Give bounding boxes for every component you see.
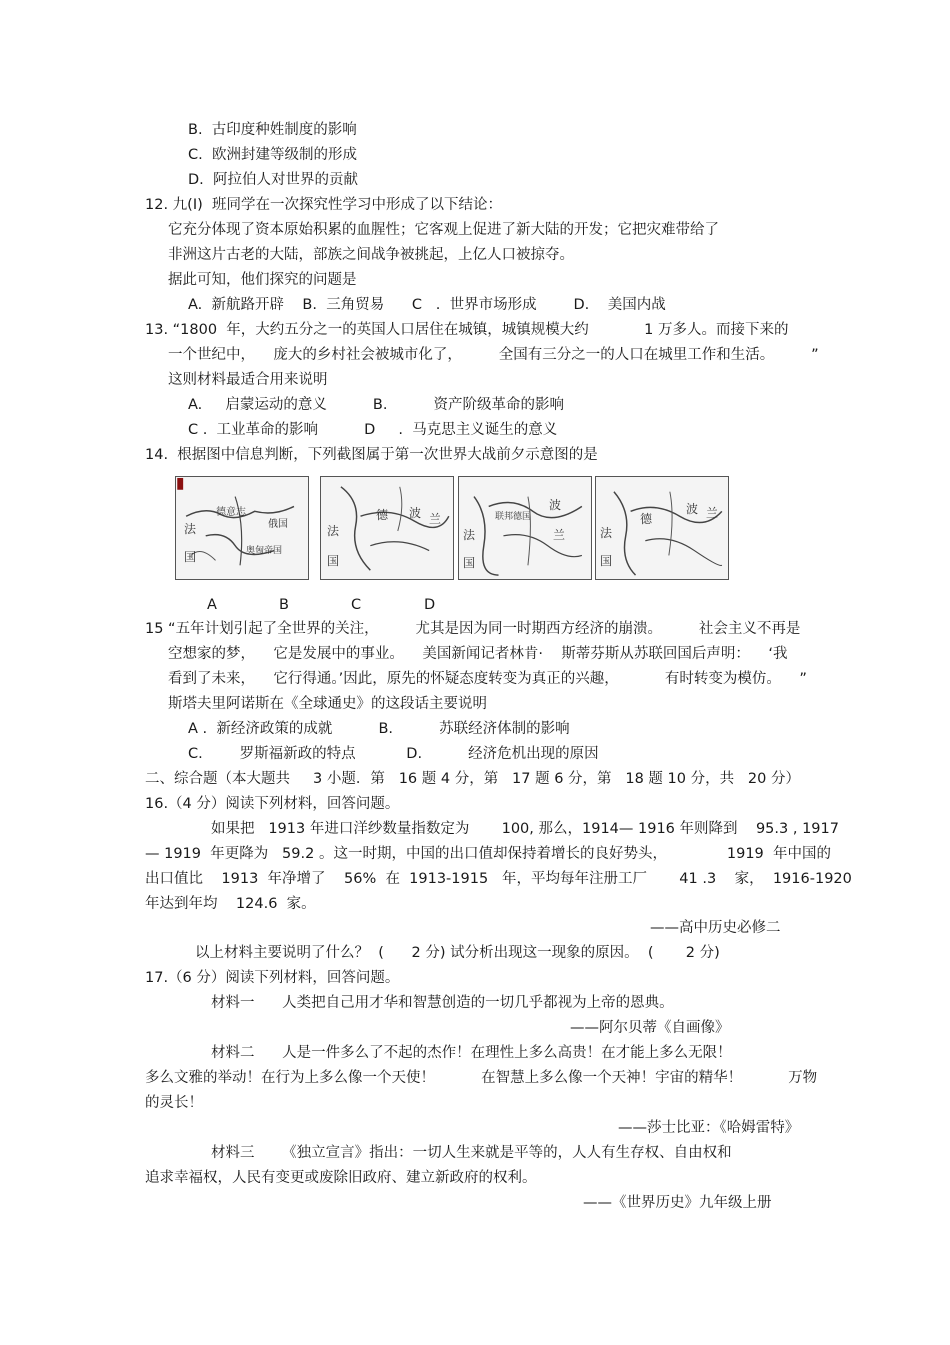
map-d-label-4: 波 [686, 502, 699, 516]
map-c-label-4: 兰 [553, 528, 566, 542]
map-b-label-2: 国 [327, 554, 340, 568]
q17-material-3-line1: 材料三 《独立宣言》指出：一切人生来就是平等的，人人有生存权、自由权和 [211, 1145, 732, 1161]
q17-material-2-source: ——莎士比亚：《哈姆雷特》 [618, 1120, 800, 1136]
q17-material-3-line2: 追求幸福权，人民有变更或废除旧政府、建立新政府的权利。 [145, 1170, 537, 1186]
map-c-label-2: 国 [463, 556, 476, 570]
q12-body-line2: 非洲这片古老的大陆，部族之间战争被挑起，上亿人口被掠夺。 [168, 247, 574, 263]
map-b-label-1: 法 [327, 524, 340, 538]
q13-line1: 13. “1800 年，大约五分之一的英国人口居住在城镇，城镇规模大约 1 万多人。而接下来的 [145, 322, 789, 338]
map-d-outline [596, 477, 728, 579]
map-a-label-4: 俄国 [268, 519, 288, 530]
map-c-outline [459, 477, 591, 579]
q16-source: ——高中历史必修二 [650, 920, 781, 936]
q12-options: A. 新航路开辟 B. 三角贸易 C . 世界市场形成 D. 美国内战 [188, 297, 666, 313]
q17-material-2-line1: 材料二 人是一件多么了不起的杰作！在理性上多么高贵！在才能上多么无限！ [211, 1045, 732, 1061]
q16-heading: 16.（4 分）阅读下列材料，回答问题。 [145, 796, 400, 812]
map-label-b: B [279, 597, 289, 613]
map-b-outline [321, 477, 453, 579]
q12-body-line1: 它充分体现了资本原始积累的血腥性；它客观上促进了新大陆的开发；它把灾难带给了 [168, 222, 719, 238]
q14-stem: 14. 根据图中信息判断，下列截图属于第一次世界大战前夕示意图的是 [145, 447, 598, 463]
map-a-label-3: 德意志 [216, 507, 246, 518]
map-c [458, 476, 592, 580]
map-a-label-2: 国 [184, 550, 197, 564]
map-b-label-5: 兰 [429, 512, 442, 526]
q16-para-line4: 年达到年均 124.6 家。 [145, 896, 316, 912]
q15-line2: 空想家的梦， 它是发展中的事业。 美国新闻记者林肯· 斯蒂芬斯从苏联回国后声明： ‘我 [168, 646, 788, 662]
map-d-label-1: 法 [600, 526, 613, 540]
q15-line3: 看到了未来， 它行得通。’因此，原先的怀疑态度转变为真正的兴趣， 有时转变为模仿。 ” [168, 671, 807, 687]
q13-line3: 这则材料最适合用来说明 [168, 372, 328, 388]
q12-stem: 12. 九(I) 班同学在一次探究性学习中形成了以下结论： [145, 197, 502, 213]
map-label-c: C [351, 597, 362, 613]
q16-para-line2: — 1919 年更降为 59.2 。这一时期，中国的出口值却保持着增长的良好势头， 1919 年中国的 [145, 846, 831, 862]
map-c-label-1: 法 [463, 528, 476, 542]
q16-question: 以上材料主要说明了什么？ ( 2 分) 试分析出现这一现象的原因。 ( 2 分) [195, 945, 720, 961]
q16-para-line3: 出口值比 1913 年净增了 56% 在 1913-1915 年，平均每年注册工厂 41 .3 家， 1916-1920 [145, 871, 852, 887]
map-label-d: D [424, 597, 436, 613]
map-c-label-3: 波 [549, 498, 562, 512]
map-d [595, 476, 729, 580]
q17-material-1-source: ——阿尔贝蒂《自画像》 [570, 1020, 730, 1036]
map-label-a: A [207, 597, 217, 613]
q16-para-line1: 如果把 1913 年进口洋纱数量指数定为 100, 那么，1914— 1916 年则降到 95.3 , 1917 [211, 821, 839, 837]
q11-option-d: D. 阿拉伯人对世界的贡献 [188, 172, 358, 188]
section-2-heading: 二、综合题（本大题共 3 小题．第 16 题 4 分，第 17 题 6 分，第 18 题 10 分，共 20 分） [145, 771, 800, 787]
map-c-label-5: 联邦德国 [495, 512, 532, 522]
q13-options-ab: A. 启蒙运动的意义 B. 资产阶级革命的影响 [188, 397, 565, 413]
q11-option-c: C. 欧洲封建等级制的形成 [188, 147, 357, 163]
map-d-label-3: 德 [640, 512, 653, 526]
q13-line2: 一个世纪中， 庞大的乡村社会被城市化了， 全国有三分之一的人口在城里工作和生活。 ” [168, 347, 819, 363]
q17-material-3-source: ——《世界历史》九年级上册 [583, 1195, 772, 1211]
q15-options-cd: C. 罗斯福新政的特点 D. 经济危机出现的原因 [188, 746, 599, 762]
q15-line4: 斯塔夫里阿诺斯在《全球通史》的这段话主要说明 [168, 696, 487, 712]
q17-material-2-line3: 的灵长！ [145, 1095, 203, 1111]
map-a [175, 476, 309, 580]
map-d-label-2: 国 [600, 554, 613, 568]
q15-line1: 15 “五年计划引起了全世界的关注， 尤其是因为同一时期西方经济的崩溃。 社会主义不再是 [145, 621, 801, 637]
q11-option-b: B. 古印度种姓制度的影响 [188, 122, 357, 138]
q12-question: 据此可知，他们探究的问题是 [168, 272, 357, 288]
q17-material-2-line2: 多么文雅的举动！在行为上多么像一个天使！ 在智慧上多么像一个天神！宇宙的精华！ 万物 [145, 1070, 818, 1086]
map-b [320, 476, 454, 580]
q13-options-cd: C . 工业革命的影响 D . 马克思主义诞生的意义 [188, 422, 558, 438]
map-a-label-1: 法 [184, 522, 197, 536]
q15-options-ab: A . 新经济政策的成就 B. 苏联经济体制的影响 [188, 721, 570, 737]
map-b-label-4: 波 [409, 506, 422, 520]
map-a-label-5: 奥匈帝国 [246, 546, 283, 556]
q17-heading: 17.（6 分）阅读下列材料，回答问题。 [145, 970, 400, 986]
q17-material-1: 材料一 人类把自己用才华和智慧创造的一切几乎都视为上帝的恩典。 [211, 995, 674, 1011]
map-d-label-5: 兰 [706, 506, 719, 520]
map-strip [175, 476, 723, 580]
map-b-label-3: 德 [376, 508, 389, 522]
